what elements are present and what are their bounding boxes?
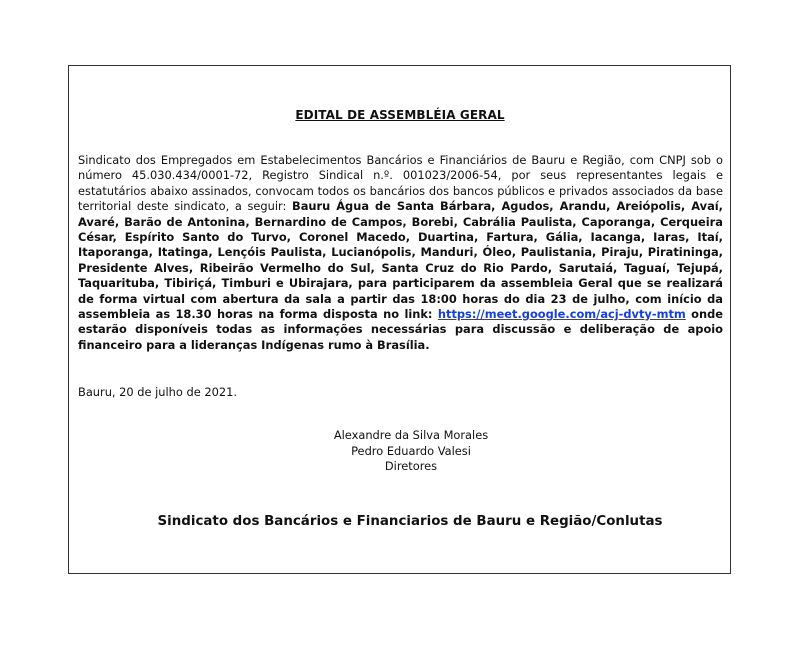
- notice-closing: onde estarão disponíveis todas as informações necessárias para discussão e deliberação de apoio financeiro para a lideranças Indígenas rumo à Brasília.: [78, 307, 723, 352]
- signatory-name-1: Alexandre da Silva Morales: [333, 428, 489, 442]
- notice-paragraph: [78, 153, 723, 353]
- union-footer: Sindicato dos Bancários e Financiarios de Bauru e Região/Conlutas: [157, 514, 663, 529]
- notice-cities-and-meeting: Bauru Água de Santa Bárbara, Agudos, Arandu, Areiópolis, Avaí, Avaré, Barão de Antonina, Bernardino de Campos, Borebi, Cabrália Paulista, Caporanga, Cerqueira César, Espírito Santo do Turvo, Coronel Macedo, Duartina, Fartura, Gália, Iacanga, Iaras, Itaí, Itaporanga, Itatinga, Lençóis Paulista, Lucianópolis, Manduri, Óleo, Paulistania, Piraju, Piratininga, Presidente Alves, Ribeirão Vermelho do Sul, Santa Cruz do Rio Pardo, Sarutaiá, Taguaí, Tejupá, Taquarituba, Tibiriçá, Timburi e Ubirajara, para participarem da assembleia Geral que se realizará de forma virtual com abertura da sala a partir das 18:00 horas do dia 23 de julho, com início da assembleia as 18.30 horas na forma disposta no link:: [78, 199, 723, 322]
- date-line: Bauru, 20 de julho de 2021.: [78, 385, 237, 399]
- signatures-block: [0, 428, 800, 475]
- meeting-link[interactable]: https://meet.google.com/acj-dvty-mtm: [437, 307, 686, 322]
- document-title: EDITAL DE ASSEMBLÉIA GERAL: [295, 108, 505, 122]
- signatory-role: Diretores: [384, 459, 438, 474]
- signatory-name-2: Pedro Eduardo Valesi: [351, 443, 471, 458]
- notice-intro: Sindicato dos Empregados em Estabelecimentos Bancários e Financiários de Bauru e Região, com CNPJ sob o número 45.030.434/0001-72, Registro Sindical n.º. 001023/2006-54, por seus representantes legais e estatutários abaixo assinados, convocam todos os bancários dos bancos públicos e privados associados da base territorial deste sindicato, a seguir:: [78, 153, 723, 214]
